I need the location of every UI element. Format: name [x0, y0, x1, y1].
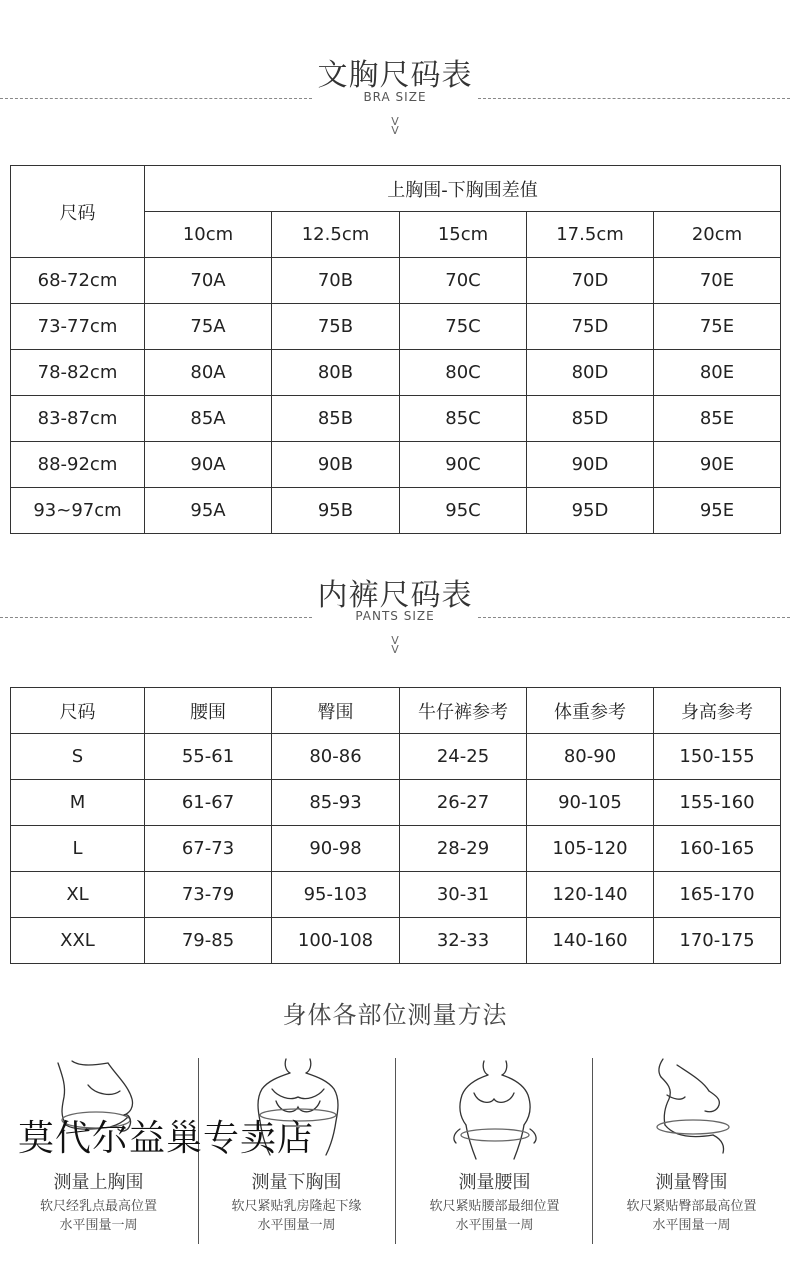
size-cell: 75A — [145, 304, 272, 350]
size-cell: XXL — [11, 918, 145, 964]
table-row — [11, 872, 781, 918]
table-row — [11, 304, 781, 350]
panel-desc-line2: 水平围量一周 — [59, 1218, 138, 1233]
weight-cell: 120-140 — [527, 872, 654, 918]
panel-desc-line2: 水平围量一周 — [455, 1218, 534, 1233]
size-cell: M — [11, 780, 145, 826]
weight-cell: 140-160 — [527, 918, 654, 964]
chevron-down-icon: V V — [391, 634, 399, 656]
hip-cell: 90-98 — [272, 826, 400, 872]
size-cell: S — [11, 734, 145, 780]
waist-cell: 67-73 — [145, 826, 272, 872]
size-cell: 70B — [272, 258, 400, 304]
bra-title: 文胸尺码表 — [317, 58, 473, 93]
jeans-cell: 30-31 — [400, 872, 527, 918]
size-cell: 70C — [400, 258, 527, 304]
jeans-cell: 24-25 — [400, 734, 527, 780]
size-cell: 75C — [400, 304, 527, 350]
header-cell: 牛仔裤参考 — [400, 688, 527, 734]
height-cell: 165-170 — [654, 872, 781, 918]
height-cell: 170-175 — [654, 918, 781, 964]
panel-title: 测量腰围 — [458, 1172, 531, 1193]
weight-cell: 80-90 — [527, 734, 654, 780]
jeans-cell: 32-33 — [400, 918, 527, 964]
table-row — [11, 442, 781, 488]
size-cell: 80C — [400, 350, 527, 396]
size-cell: 90E — [654, 442, 781, 488]
size-cell: 85D — [527, 396, 654, 442]
size-cell: 95A — [145, 488, 272, 534]
size-cell: 80A — [145, 350, 272, 396]
weight-cell: 105-120 — [527, 826, 654, 872]
panel-title: 测量臀围 — [655, 1172, 728, 1193]
size-cell: 80E — [654, 350, 781, 396]
size-cell: 90B — [272, 442, 400, 488]
waist-cell: 73-79 — [145, 872, 272, 918]
size-cell: L — [11, 826, 145, 872]
size-cell: 85C — [400, 396, 527, 442]
jeans-cell: 26-27 — [400, 780, 527, 826]
panel-title: 测量上胸围 — [53, 1172, 144, 1193]
panel-desc-line2: 水平围量一周 — [257, 1218, 336, 1233]
size-cell: 70D — [527, 258, 654, 304]
store-watermark: 莫代尔益巢专卖店 — [18, 1118, 315, 1159]
measure-title: 身体各部位测量方法 — [282, 1001, 508, 1029]
measure-panel-waist — [396, 1055, 593, 1245]
table-row — [11, 826, 781, 872]
panel-desc-line1: 软尺紧贴臀部最高位置 — [626, 1199, 757, 1214]
size-cell: 95C — [400, 488, 527, 534]
waist-cell: 79-85 — [145, 918, 272, 964]
range-cell: 68-72cm — [11, 258, 145, 304]
size-cell: 70A — [145, 258, 272, 304]
size-cell: 75E — [654, 304, 781, 350]
panel-desc-line1: 软尺紧贴乳房隆起下缘 — [231, 1199, 362, 1214]
header-cell: 尺码 — [11, 688, 145, 734]
bra-size-table — [10, 165, 781, 534]
size-header-cell: 尺码 — [11, 166, 145, 258]
size-cell: 85A — [145, 396, 272, 442]
size-cell: 90D — [527, 442, 654, 488]
diff-cell: 20cm — [654, 212, 781, 258]
table-row — [11, 396, 781, 442]
waist-cell: 55-61 — [145, 734, 272, 780]
diff-cell: 15cm — [400, 212, 527, 258]
range-cell: 88-92cm — [11, 442, 145, 488]
size-cell: 90A — [145, 442, 272, 488]
size-cell: 75D — [527, 304, 654, 350]
header-cell: 体重参考 — [527, 688, 654, 734]
size-cell: 75B — [272, 304, 400, 350]
header-cell: 身高参考 — [654, 688, 781, 734]
diff-cell: 10cm — [145, 212, 272, 258]
height-cell: 150-155 — [654, 734, 781, 780]
bra-subtitle: BRA SIZE — [363, 90, 427, 104]
size-cell: 85B — [272, 396, 400, 442]
range-cell: 73-77cm — [11, 304, 145, 350]
range-cell: 93~97cm — [11, 488, 145, 534]
range-cell: 78-82cm — [11, 350, 145, 396]
hip-cell: 95-103 — [272, 872, 400, 918]
panel-title: 测量下胸围 — [251, 1172, 342, 1193]
pants-size-table — [10, 687, 781, 964]
chevron-down-icon: V V — [391, 115, 399, 137]
table-row — [11, 734, 781, 780]
table-row — [11, 350, 781, 396]
height-cell: 160-165 — [654, 826, 781, 872]
jeans-cell: 28-29 — [400, 826, 527, 872]
table-row — [11, 918, 781, 964]
hip-cell: 100-108 — [272, 918, 400, 964]
range-cell: 83-87cm — [11, 396, 145, 442]
header-cell: 臀围 — [272, 688, 400, 734]
diff-header-cell: 上胸围-下胸围差值 — [145, 166, 781, 212]
height-cell: 155-160 — [654, 780, 781, 826]
size-cell: 95E — [654, 488, 781, 534]
table-row — [11, 488, 781, 534]
size-cell: 80B — [272, 350, 400, 396]
size-cell: 90C — [400, 442, 527, 488]
table-header-row — [11, 688, 781, 734]
size-cell: 70E — [654, 258, 781, 304]
panel-desc-line1: 软尺经乳点最高位置 — [39, 1199, 157, 1214]
table-row — [11, 780, 781, 826]
diff-cell: 17.5cm — [527, 212, 654, 258]
table-row — [11, 258, 781, 304]
size-cell: 95B — [272, 488, 400, 534]
pants-subtitle: PANTS SIZE — [355, 609, 435, 623]
waist-figure-icon — [396, 1055, 593, 1160]
header-cell: 腰围 — [145, 688, 272, 734]
pants-title: 内裤尺码表 — [317, 578, 473, 613]
panel-desc-line2: 水平围量一周 — [652, 1218, 731, 1233]
size-cell: 80D — [527, 350, 654, 396]
hip-cell: 80-86 — [272, 734, 400, 780]
size-cell: XL — [11, 872, 145, 918]
hip-cell: 85-93 — [272, 780, 400, 826]
waist-cell: 61-67 — [145, 780, 272, 826]
table-row — [11, 166, 781, 212]
size-cell: 95D — [527, 488, 654, 534]
size-cell: 85E — [654, 396, 781, 442]
measure-panel-hip — [593, 1055, 790, 1245]
hip-figure-icon — [593, 1055, 790, 1160]
weight-cell: 90-105 — [527, 780, 654, 826]
diff-cell: 12.5cm — [272, 212, 400, 258]
panel-desc-line1: 软尺紧贴腰部最细位置 — [429, 1199, 560, 1214]
